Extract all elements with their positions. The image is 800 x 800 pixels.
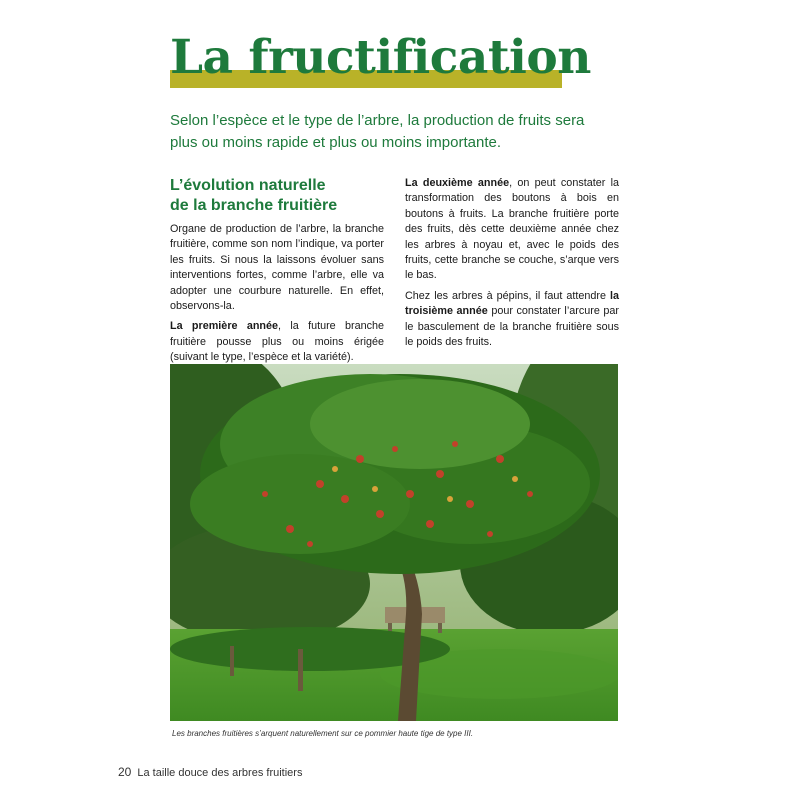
paragraph-2 — [170, 319, 384, 365]
paragraph-2-bold: La première année — [170, 320, 279, 333]
paragraph-2-rest: , la future branche fruitière pousse plus ou moins érigée (suivant le type, l’espèce et la variété). — [170, 320, 385, 364]
paragraph-3-bold: La deuxième année — [405, 177, 510, 189]
right-column — [405, 176, 619, 355]
left-column — [170, 176, 384, 371]
section-heading-line2: de la branche fruitière — [170, 197, 338, 214]
paragraph-4 — [405, 289, 619, 351]
section-heading-line1: L’évolution naturelle — [170, 177, 326, 194]
paragraph-3-rest: , on peut constater la transformation des boutons à bois en boutons à fruits. La branche fruitière porte des fruits, dès cette deuxième année chez les arbres à noyau et, avec le poids des fruits, cette branche se couche, s’arque vers le bas. — [405, 177, 619, 282]
paragraph-4-start: Chez les arbres à pépins, il faut attendre — [405, 289, 610, 302]
page-title: La fructification — [170, 30, 591, 85]
title-block — [170, 28, 591, 90]
paragraph-3 — [405, 176, 619, 284]
photo-caption: Les branches fruitières s’arquent naturellement sur ce pommier haute tige de type III. — [172, 729, 474, 738]
paragraph-4-rest: pour constater l’arcure par le basculement de la branche fruitière sous le poids des fruits. — [405, 305, 619, 349]
section-heading — [170, 176, 384, 216]
paragraph-4-bold: la troisième année — [405, 289, 619, 318]
page-number: 20 — [118, 765, 132, 779]
intro-text: Selon l’espèce et le type de l’arbre, la production de fruits sera plus ou moins rapide et plus ou moins importante. — [170, 112, 585, 151]
apple-tree-photo — [170, 364, 618, 721]
book-title: La taille douce des arbres fruitiers — [137, 767, 303, 779]
paragraph-1: Organe de production de l’arbre, la branche fruitière, comme son nom l’indique, va porter les fruits. Si nous la laissons évoluer sans interventions fortes, comme l’arbre, elle va adopter une courbure naturelle. En effet, observons-la. — [170, 223, 384, 313]
page-footer — [118, 765, 302, 779]
